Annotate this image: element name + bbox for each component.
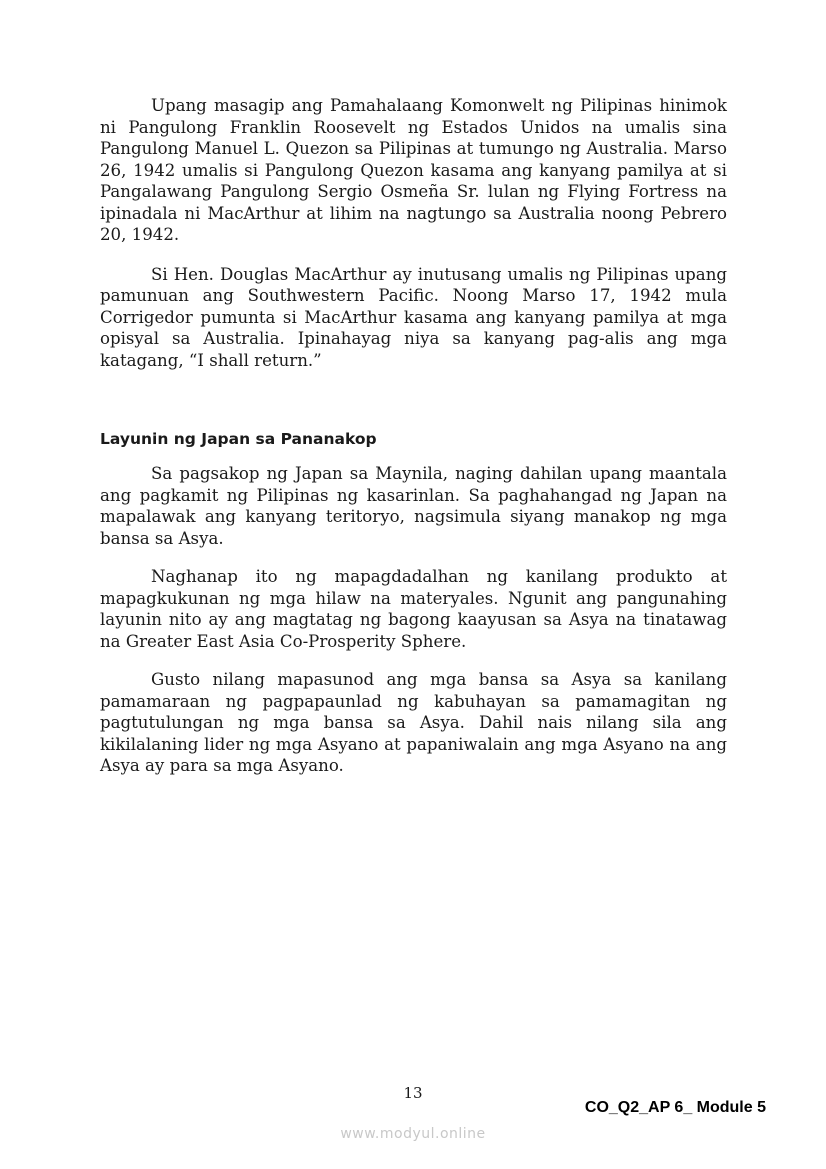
document-body: [100, 95, 727, 777]
watermark: www.modyul.online: [340, 1126, 486, 1142]
paragraph-asian-unity: Gusto nilang mapasunod ang mga bansa sa Asya sa kanilang pamamaraan ng pagpapaunlad ng kabuhayan sa pamamagitan ng pagtutulungan ng mga bansa sa Asya. Dahil nais nilang sila ang kikilalaning lider ng mga Asyano at papaniwalain ang mga Asyano na ang Asya ay para sa mga Asyano.: [100, 670, 727, 775]
paragraph-japan-occupation: Sa pagsakop ng Japan sa Maynila, naging dahilan upang maantala ang pagkamit ng Pilipinas ng kasarinlan. Sa paghahangad ng Japan na mapalawak ang kanyang teritoryo, nagsimula siyang manakop ng mga bansa sa Asya.: [100, 464, 727, 548]
section-heading: Layunin ng Japan sa Pananakop: [100, 430, 377, 448]
module-code: CO_Q2_AP 6_ Module 5: [584, 1099, 766, 1116]
paragraph-quezon-departure: Upang masagip ang Pamahalaang Komonwelt ng Pilipinas hinimok ni Pangulong Franklin Roosevelt ng Estados Unidos na umalis sina Pangulong Manuel L. Quezon sa Pilipinas at tumungo ng Australia. Marso 26, 1942 umalis si Pangulong Quezon kasama ang kanyang pamilya at si Pangalawang Pangulong Sergio Osmeña Sr. lulan ng Flying Fortress na ipinadala ni MacArthur at lihim na nagtungo sa Australia noong Pebrero 20, 1942.: [100, 96, 727, 244]
paragraph-japan-goal: Naghanap ito ng mapagdadalhan ng kanilang produkto at mapagkukunan ng mga hilaw na materyales. Ngunit ang pangunahing layunin nito ay ang magtatag ng bagong kaayusan sa Asya na tinatawag na Greater East Asia Co-Prosperity Sphere.: [100, 567, 727, 651]
paragraph-macarthur-departure: Si Hen. Douglas MacArthur ay inutusang umalis ng Pilipinas upang pamunuan ang Southwestern Pacific. Noong Marso 17, 1942 mula Corrigedor pumunta si MacArthur kasama ang kanyang pamilya at mga opisyal sa Australia. Ipinahayag niya sa kanyang pag-alis ang mga katagang, “I shall return.”: [100, 264, 727, 370]
page-number: 13: [403, 1084, 423, 1102]
